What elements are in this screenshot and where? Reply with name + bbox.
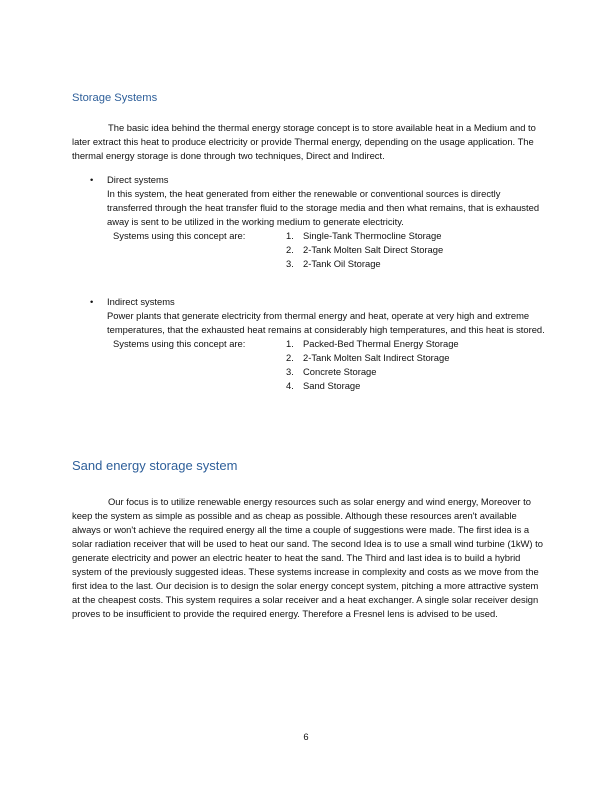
list-item: 3. 2-Tank Oil Storage	[286, 258, 381, 269]
list-item: 4. Sand Storage	[286, 380, 361, 391]
storage-intro-paragraph	[72, 121, 544, 163]
sand-body-text: Our focus is to utilize renewable energy resources such as solar energy and wind energy, Moreover to keep the system as simple as possible and as cheap as possible. Although these resources aren't available always or won't achieve the required energy all the time a couple of suggestions were made. The first idea is a solar radiation receiver that will be used to heat our sand. The second Idea is to use a small wind turbine (1kW) to generate electricity and power an electric heater to heat the sand. The Third and last idea is to build a hybrid system of the previously suggested ideas. These systems increase in complexity and costs as we move from the first idea to the last. Our decision is to design the solar energy concept system, pitching a more attractive system at the cheapest costs. This system requires a solar receiver and a heat exchanger. A single solar receiver design proves to be insufficient to provide the required energy. Therefore a Fresnel lens is advised to be used.	[72, 496, 543, 619]
bullet-icon: •	[90, 174, 94, 185]
storage-intro-text: The basic idea behind the thermal energy storage concept is to store available heat in a Medium and to later extract this heat to produce electricity or provide Thermal energy, depending on the usage application. The thermal energy storage is done through two techniques, Direct and Indirect.	[72, 122, 536, 161]
sand-body-paragraph	[72, 495, 544, 621]
indirect-systems-list-row	[90, 337, 546, 391]
page-number: 6	[303, 731, 309, 742]
list-item: 1. Packed-Bed Thermal Energy Storage	[286, 338, 459, 349]
direct-systems-title: Direct systems	[107, 174, 169, 185]
list-item: 1. Single-Tank Thermocline Storage	[286, 230, 442, 241]
indirect-systems-label: Systems using this concept are:	[113, 338, 246, 349]
section-heading-storage-systems: Storage Systems	[72, 92, 158, 104]
direct-systems-description: In this system, the heat generated from either the renewable or conventional sources is directly transferred through the heat transfer fluid to the storage media and then what remains, that is exhausted away is sent to be utilized in the working medium to generate electricity.	[107, 188, 540, 227]
indirect-systems-description: Power plants that generate electricity from thermal energy and heat, operate at very high and extreme temperatures, that the exhausted heat remains at considerably high temperatures, and this heat is stored.	[107, 310, 545, 335]
direct-systems-list-row	[90, 229, 546, 269]
list-item: 2. 2-Tank Molten Salt Indirect Storage	[286, 352, 450, 363]
bullet-icon: •	[90, 296, 94, 307]
indirect-systems-list	[286, 337, 459, 393]
direct-systems-label: Systems using this concept are:	[113, 230, 246, 241]
direct-systems-list	[286, 229, 443, 271]
list-item: 3. Concrete Storage	[286, 366, 377, 377]
list-item: 2. 2-Tank Molten Salt Direct Storage	[286, 244, 444, 255]
section-heading-sand-energy-storage: Sand energy storage system	[72, 458, 238, 473]
indirect-systems-item	[90, 295, 546, 391]
direct-systems-item	[90, 173, 546, 269]
indirect-systems-title: Indirect systems	[107, 296, 175, 307]
